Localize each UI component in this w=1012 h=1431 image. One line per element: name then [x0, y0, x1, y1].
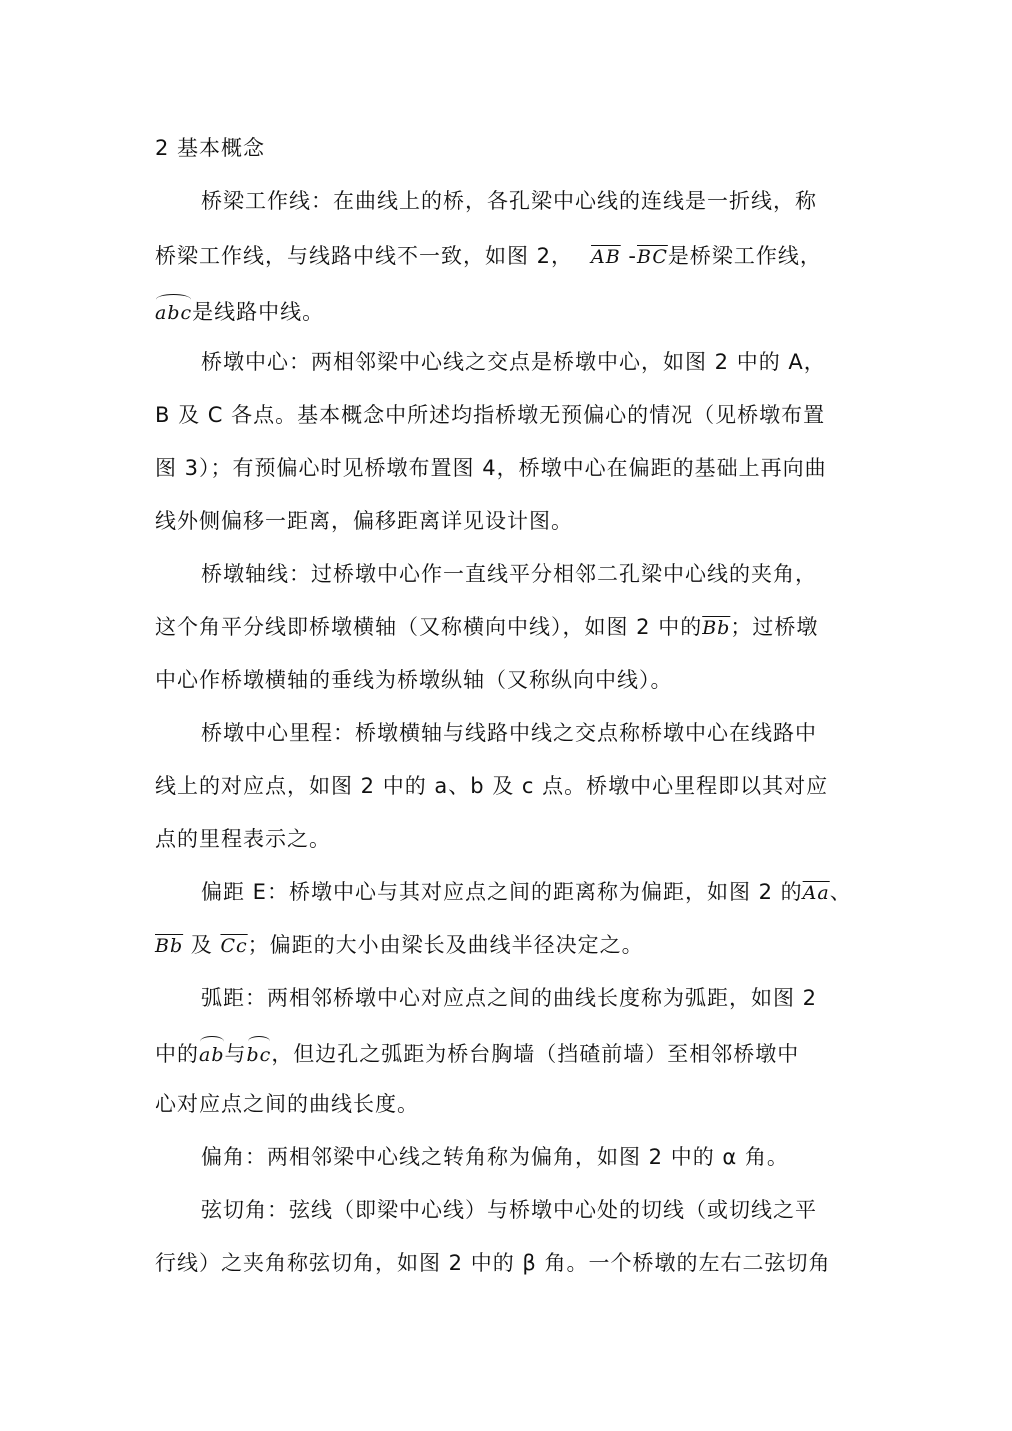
p2-line-2: B 及 C 各点。基本概念中所述均指桥墩无预偏心的情况（见桥墩布置 — [155, 403, 826, 427]
p6-line-2-text-a: 中的 — [155, 1042, 199, 1066]
p1-line-2-text-a: 桥梁工作线，与线路中线不一致，如图 2， — [155, 244, 574, 268]
p4-line-3: 点的里程表示之。 — [155, 827, 331, 851]
p1-line-3-text: 是线路中线。 — [192, 300, 325, 324]
p1-line-3 — [155, 294, 324, 328]
p6-line-2 — [155, 1036, 799, 1070]
p3-line-1: 桥墩轴线：过桥墩中心作一直线平分相邻二孔梁中心线的夹角， — [201, 562, 817, 586]
p2-line-3: 图 3）；有预偏心时见桥墩布置图 4，桥墩中心在偏距的基础上再向曲 — [155, 456, 827, 480]
p3-line-2-text-a: 这个角平分线即桥墩横轴（又称横向中线），如图 2 中的 — [155, 615, 703, 639]
symbol-Aa: $\overline{Aa}$ — [802, 882, 830, 904]
p4-line-2: 线上的对应点，如图 2 中的 a、b 及 c 点。桥墩中心里程即以其对应 — [155, 774, 829, 798]
p3-line-2-text-b: ；过桥墩 — [730, 615, 819, 639]
p5-line-2-text-a: 及 — [183, 933, 221, 957]
p5-line-1-text-b: 、 — [829, 880, 852, 904]
p6-line-2-text-b: 与 — [224, 1042, 247, 1066]
symbol-Cc: $\overline{Cc}$ — [220, 935, 248, 957]
p1-line-1: 桥梁工作线：在曲线上的桥，各孔梁中心线的连线是一折线，称 — [201, 189, 817, 213]
p8-line-1: 弦切角：弦线（即梁中心线）与桥墩中心处的切线（或切线之平 — [201, 1198, 817, 1222]
p4-line-1: 桥墩中心里程：桥墩横轴与线路中线之交点称桥墩中心在线路中 — [201, 721, 817, 745]
p1-line-2-text-b: 是桥梁工作线， — [667, 244, 822, 268]
symbol-BC: $\overline{BC}$ — [637, 246, 668, 268]
symbol-arc-abc: abc — [155, 294, 192, 328]
p7-line-1: 偏角：两相邻梁中心线之转角称为偏角，如图 2 中的 α 角。 — [201, 1145, 789, 1169]
p6-line-1: 弧距：两相邻桥墩中心对应点之间的曲线长度称为弧距，如图 2 — [201, 986, 818, 1010]
p6-line-3: 心对应点之间的曲线长度。 — [155, 1092, 419, 1116]
symbol-arc-bc: bc — [247, 1036, 272, 1070]
section-title: 2 基本概念 — [155, 136, 266, 160]
symbol-Bb-2: $\overline{Bb}$ — [155, 935, 184, 957]
p2-line-1: 桥墩中心：两相邻梁中心线之交点是桥墩中心，如图 2 中的 A， — [201, 350, 826, 374]
p5-line-2 — [155, 930, 644, 961]
p5-line-2-text-b: ；偏距的大小由梁长及曲线半径决定之。 — [247, 933, 644, 957]
p1-dash: - — [620, 244, 637, 268]
p8-line-2: 行线）之夹角称弦切角，如图 2 中的 β 角。一个桥墩的左右二弦切角 — [155, 1251, 831, 1275]
p6-line-2-text-c: ，但边孔之弧距为桥台胸墙（挡碴前墙）至相邻桥墩中 — [271, 1042, 800, 1066]
symbol-Bb: $\overline{Bb}$ — [702, 617, 731, 639]
p5-line-1 — [201, 877, 852, 908]
p5-line-1-text-a: 偏距 E：桥墩中心与其对应点之间的距离称为偏距，如图 2 的 — [201, 880, 803, 904]
p2-line-4: 线外侧偏移一距离，偏移距离详见设计图。 — [155, 509, 573, 533]
p3-line-2 — [155, 612, 818, 643]
p1-line-2 — [155, 241, 822, 272]
symbol-AB: $\overline{AB}$ — [591, 246, 621, 268]
symbol-arc-ab: ab — [199, 1036, 225, 1070]
p3-line-3: 中心作桥墩横轴的垂线为桥墩纵轴（又称纵向中线）。 — [155, 668, 673, 692]
